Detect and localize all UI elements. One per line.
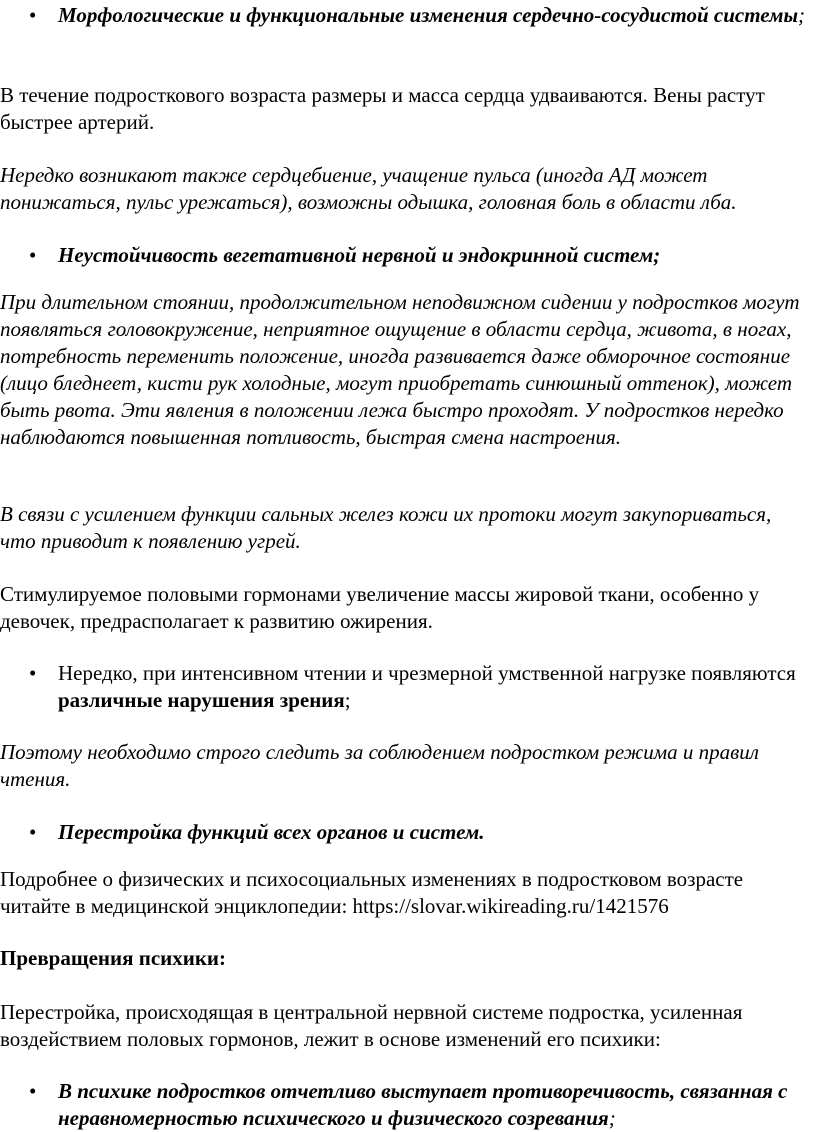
paragraph-standing-symptoms: При длительном стоянии, продолжительном неподвижном сидении у подростков могут появляться головокружение, неприятное ощущение в области сердца, живота, в ногах, потребность переменить положение, иногда развивается даже обморочное состояние (лицо бледнеет, кисти рук холодные, могут приобретать синюшный оттенок), может быть рвота. Эти явления в положении лежа быстро проходят. У подростков нередко наблюдаются повышенная потливость, быстрая смена настроения. <box>0 290 800 449</box>
bullet-text-contradiction-end: ; <box>608 1106 616 1130</box>
bullet-text-restructuring: Перестройка функций всех органов и систем. <box>58 820 485 844</box>
paragraph-palpitations: Нередко возникают также сердцебиение, учащение пульса (иногда АД может понижаться, пульс урежаться), возможны одышка, головная боль в области лба. <box>0 163 737 214</box>
bullet-marker: • <box>29 3 37 27</box>
bullet-item-contradiction <box>29 1078 808 1132</box>
bullet-text-vision: Нередко, при интенсивном чтении и чрезмерной умственной нагрузке появляются <box>58 661 796 685</box>
section-heading-psyche: Превращения психики: <box>0 946 227 970</box>
paragraph-reading-regime: Поэтому необходимо строго следить за соблюдением подростком режима и правил чтения. <box>0 740 759 791</box>
bullet-marker: • <box>29 661 37 685</box>
bullet-marker: • <box>29 1079 37 1103</box>
bullet-text-vegetative: Неустойчивость вегетативной нервной и эндокринной систем; <box>58 243 661 267</box>
paragraph-heart-growth: В течение подросткового возраста размеры и масса сердца удваиваются. Вены растут быстрее артерий. <box>0 83 765 134</box>
bullet-marker: • <box>29 243 37 267</box>
bullet-text-cardiovascular-end: ; <box>798 3 806 27</box>
bullet-marker: • <box>29 820 37 844</box>
paragraph-sebaceous: В связи с усилением функции сальных желез кожи их протоки могут закупориваться, что приводит к появлению угрей. <box>0 502 772 553</box>
bullet-item-vegetative <box>29 242 808 269</box>
bullet-item-vision <box>29 660 808 714</box>
bullet-text-cardiovascular: Морфологические и функциональные изменения сердечно-сосудистой системы <box>58 3 799 27</box>
bullet-item-cardiovascular <box>29 2 808 29</box>
paragraph-cns-restructuring: Перестройка, происходящая в центральной нервной системе подростка, усиленная воздействием половых гормонов, лежит в основе изменений его психики: <box>0 1000 743 1051</box>
bullet-text-contradiction: В психике подростков отчетливо выступает противоречивость, связанная с неравномерностью психического и физического созревания <box>58 1079 788 1130</box>
bullet-item-restructuring <box>29 819 808 846</box>
paragraph-more-info-link: Подробнее о физических и психосоциальных изменениях в подростковом возрасте читайте в медицинской энциклопедии: https://slovar.wikireading.ru/1421576 <box>0 867 744 918</box>
paragraph-adipose: Стимулируемое половыми гормонами увеличение массы жировой ткани, особенно у девочек, предрасполагает к развитию ожирения. <box>0 582 760 633</box>
bullet-text-vision-bold: различные нарушения зрения <box>58 688 345 712</box>
bullet-text-vision-end: ; <box>344 688 351 712</box>
